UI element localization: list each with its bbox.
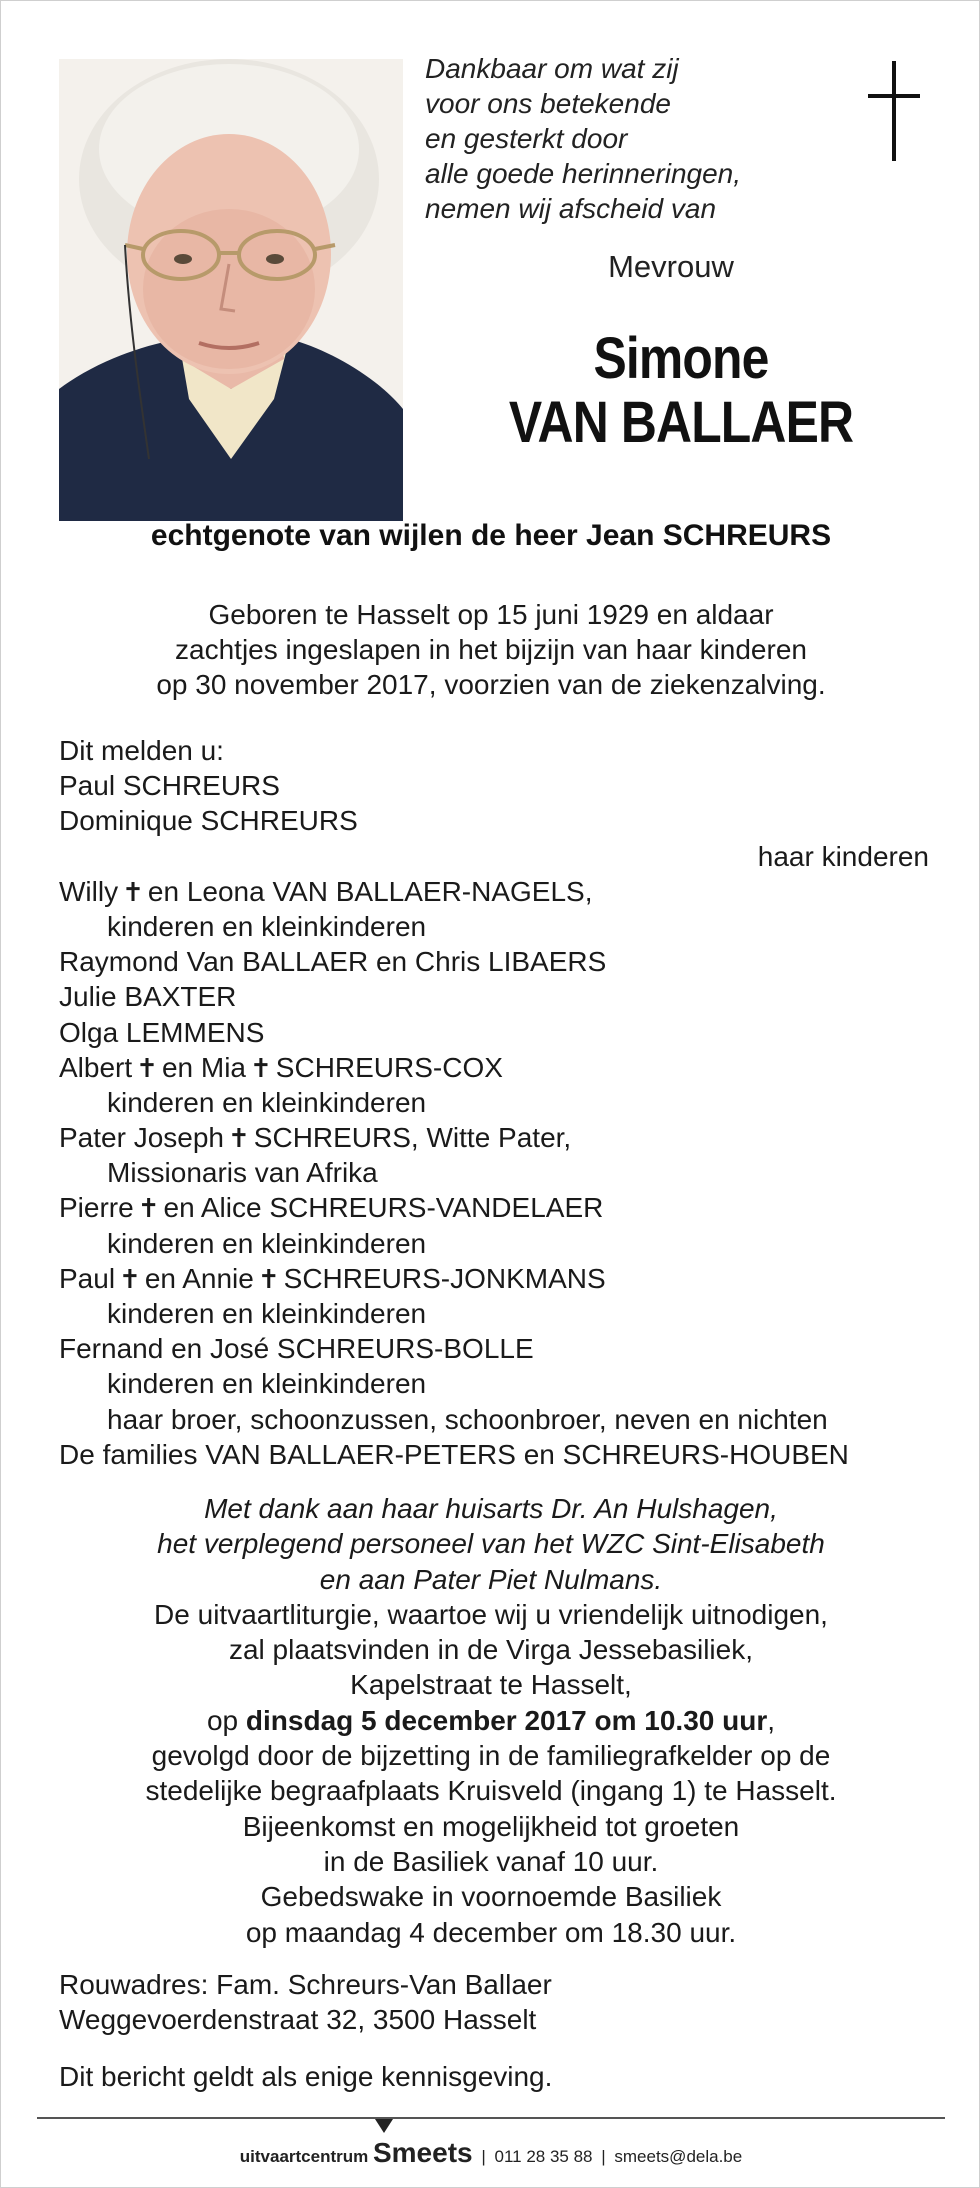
ceremony-line: Gebedswake in voornoemde Basiliek (260, 1881, 722, 1913)
thanks-and-ceremony (1, 1491, 980, 1950)
family-member: Missionaris van Afrika (107, 1157, 378, 1189)
footer-divider (37, 2117, 945, 2119)
ceremony-date: op dinsdag 5 december 2017 om 10.30 uur, (206, 1704, 776, 1736)
family-member: Olga LEMMENS (59, 1016, 265, 1048)
family-member: kinderen en kleinkinderen (107, 910, 427, 942)
thanks-line: het verplegend personeel van het WZC Sint-Elisabeth (157, 1528, 825, 1560)
family-member: Dominique SCHREURS (59, 805, 358, 837)
honorific: Mevrouw (608, 249, 734, 284)
family-member: kinderen en kleinkinderen (107, 1368, 427, 1400)
ceremony-line: op maandag 4 december om 18.30 uur. (245, 1916, 737, 1948)
family-member: De families VAN BALLAER-PETERS en SCHREURS-HOUBEN (59, 1438, 849, 1470)
ceremony-line: De uitvaartliturgie, waartoe wij u vriendelijk uitnodigen, (154, 1598, 828, 1630)
spouse-line: echtgenote van wijlen de heer Jean SCHREURS (150, 519, 832, 552)
family-member: Willy ✝ en Leona VAN BALLAER-NAGELS, (59, 874, 929, 909)
footer-brand: Smeets (372, 2137, 473, 2168)
portrait-photo (59, 59, 403, 521)
poem (425, 51, 845, 226)
family-intro: Dit melden u: (59, 735, 224, 766)
poem-line: voor ons betekende (425, 88, 671, 119)
ceremony-line: Kapelstraat te Hasselt, (350, 1669, 632, 1701)
poem-line: nemen wij afscheid van (425, 193, 717, 224)
family-member: Pater Joseph ✝ SCHREURS, Witte Pater, (59, 1120, 929, 1155)
notice-line: Dit bericht geldt als enige kennisgeving. (59, 2061, 553, 2092)
deceased-cross-icon: ✝ (250, 1052, 272, 1083)
address-line: Weggevoerdenstraat 32, 3500 Hasselt (59, 2004, 537, 2035)
deceased-name (500, 327, 861, 455)
address-line: Rouwadres: Fam. Schreurs-Van Ballaer (59, 1969, 552, 2000)
family-member: Raymond Van BALLAER en Chris LIBAERS (59, 946, 607, 978)
ceremony-line: zal plaatsvinden in de Virga Jessebasiliek, (228, 1634, 753, 1666)
family-member: Paul SCHREURS (59, 770, 280, 802)
first-name: Simone (593, 326, 769, 391)
footer-phone: 011 28 35 88 (494, 2147, 593, 2166)
deceased-cross-icon: ✝ (119, 1263, 141, 1294)
poem-line: Dankbaar om wat zij (425, 53, 679, 84)
children-label: haar kinderen (757, 840, 929, 872)
family-member: Julie BAXTER (59, 981, 237, 1013)
family-member: kinderen en kleinkinderen (107, 1298, 427, 1329)
last-name: VAN BALLAER (508, 390, 854, 455)
footer-prefix: uitvaartcentrum (239, 2147, 369, 2166)
footer (1, 2137, 980, 2169)
footer-separator: | (601, 2147, 606, 2166)
ceremony-line: in de Basiliek vanaf 10 uur. (323, 1845, 659, 1877)
family-member: haar broer, schoonzussen, schoonbroer, neven en nichten (107, 1403, 828, 1435)
birth-details (1, 597, 980, 702)
deceased-cross-icon: ✝ (136, 1052, 158, 1083)
family-list (59, 733, 929, 1472)
footer-separator: | (481, 2147, 486, 2166)
footer-email[interactable]: smeets@dela.be (614, 2147, 743, 2166)
thanks-line: Met dank aan haar huisarts Dr. An Hulshagen, (204, 1493, 778, 1524)
birth-line: Geboren te Hasselt op 15 juni 1929 en aldaar (208, 599, 774, 630)
deceased-cross-icon: ✝ (137, 1193, 160, 1224)
ceremony-line: gevolgd door de bijzetting in de familiegrafkelder op de (151, 1740, 831, 1772)
cross-icon (868, 61, 920, 161)
birth-line: op 30 november 2017, voorzien van de ziekenzalving. (156, 669, 826, 700)
mourning-address (59, 1967, 929, 2037)
family-member: kinderen en kleinkinderen (107, 1086, 427, 1118)
deceased-cross-icon: ✝ (228, 1123, 250, 1154)
poem-line: en gesterkt door (425, 123, 628, 154)
poem-line: alle goede herinneringen, (425, 158, 742, 189)
family-member: Albert ✝ en Mia ✝ SCHREURS-COX (59, 1050, 929, 1085)
thanks-line: en aan Pater Piet Nulmans. (319, 1563, 663, 1595)
family-member: Paul ✝ en Annie ✝ SCHREURS-JONKMANS (59, 1261, 929, 1296)
family-member: kinderen en kleinkinderen (107, 1227, 427, 1259)
deceased-cross-icon: ✝ (122, 876, 144, 907)
family-member: Fernand en José SCHREURS-BOLLE (59, 1333, 534, 1365)
family-member: Pierre ✝ en Alice SCHREURS-VANDELAER (59, 1190, 929, 1225)
deceased-cross-icon: ✝ (257, 1263, 280, 1294)
birth-line: zachtjes ingeslapen in het bijzijn van haar kinderen (175, 634, 807, 665)
ceremony-line: stedelijke begraafplaats Kruisveld (ingang 1) te Hasselt. (145, 1775, 837, 1807)
ceremony-line: Bijeenkomst en mogelijkheid tot groeten (242, 1810, 740, 1842)
triangle-marker-icon (375, 2119, 393, 2133)
